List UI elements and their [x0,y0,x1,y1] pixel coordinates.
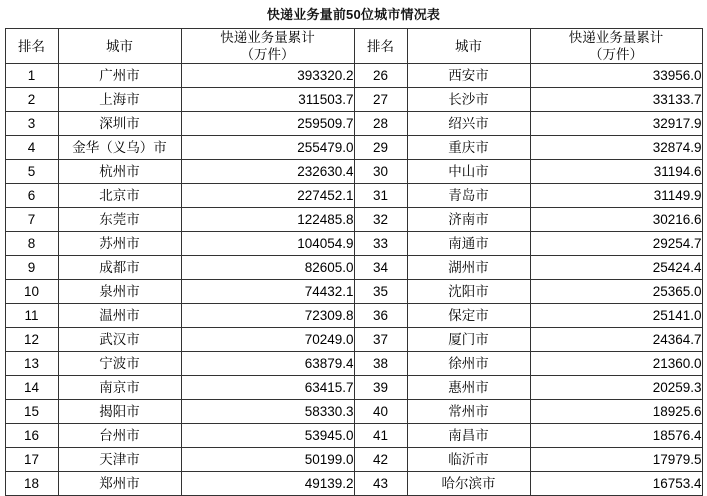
cell-rank-right: 43 [354,472,407,496]
cell-city-left: 南京市 [58,376,181,400]
cell-city-left: 温州市 [58,304,181,328]
cell-city-left: 深圳市 [58,112,181,136]
cell-value-right: 25365.0 [530,280,702,304]
table-row [5,160,702,184]
cell-rank-left: 17 [5,448,58,472]
cell-rank-right: 26 [354,64,407,88]
cell-rank-left: 14 [5,376,58,400]
cell-value-right: 25424.4 [530,256,702,280]
cell-city-right: 徐州市 [407,352,530,376]
cell-city-right: 长沙市 [407,88,530,112]
cell-city-right: 重庆市 [407,136,530,160]
cell-value-right: 32874.9 [530,136,702,160]
column-header-city-left: 城市 [58,29,181,64]
table-row [5,88,702,112]
cell-city-right: 青岛市 [407,184,530,208]
cell-rank-right: 33 [354,232,407,256]
table-row [5,328,702,352]
cell-rank-right: 40 [354,400,407,424]
cell-value-right: 24364.7 [530,328,702,352]
cell-value-right: 17979.5 [530,448,702,472]
cell-rank-left: 6 [5,184,58,208]
table-row [5,304,702,328]
cell-rank-right: 30 [354,160,407,184]
cell-city-left: 武汉市 [58,328,181,352]
cell-city-right: 沈阳市 [407,280,530,304]
cell-city-left: 台州市 [58,424,181,448]
cell-value-left: 72309.8 [181,304,354,328]
cell-value-right: 32917.9 [530,112,702,136]
table-row [5,352,702,376]
cell-value-right: 31194.6 [530,160,702,184]
cell-value-right: 33956.0 [530,64,702,88]
table-row [5,280,702,304]
column-header-value-right [530,29,702,64]
table-row [5,472,702,496]
column-header-value-left-line2: （万件） [240,47,295,62]
cell-rank-left: 16 [5,424,58,448]
table-row [5,400,702,424]
cell-value-left: 104054.9 [181,232,354,256]
cell-value-left: 311503.7 [181,88,354,112]
cell-city-right: 厦门市 [407,328,530,352]
table-row [5,256,702,280]
cell-value-left: 227452.1 [181,184,354,208]
cell-rank-left: 7 [5,208,58,232]
cell-value-left: 53945.0 [181,424,354,448]
page-title: 快递业务量前50位城市情况表 [266,7,441,22]
cell-city-left: 杭州市 [58,160,181,184]
cell-rank-left: 4 [5,136,58,160]
cell-rank-left: 2 [5,88,58,112]
cell-city-right: 常州市 [407,400,530,424]
cell-rank-left: 12 [5,328,58,352]
cell-city-left: 揭阳市 [58,400,181,424]
cell-city-left: 宁波市 [58,352,181,376]
cell-city-right: 惠州市 [407,376,530,400]
table-row [5,232,702,256]
cell-city-left: 苏州市 [58,232,181,256]
cell-value-left: 70249.0 [181,328,354,352]
cell-rank-right: 28 [354,112,407,136]
cell-value-right: 31149.9 [530,184,702,208]
table-row [5,112,702,136]
cell-rank-right: 31 [354,184,407,208]
cell-rank-right: 38 [354,352,407,376]
cell-rank-left: 8 [5,232,58,256]
cell-value-right: 20259.3 [530,376,702,400]
column-header-rank-left: 排名 [5,29,58,64]
column-header-value-right-line2: （万件） [589,47,643,62]
table-header [5,29,702,64]
column-header-city-right: 城市 [407,29,530,64]
cell-rank-left: 10 [5,280,58,304]
cell-rank-left: 13 [5,352,58,376]
cell-city-right: 济南市 [407,208,530,232]
cell-value-left: 63879.4 [181,352,354,376]
cell-rank-right: 39 [354,376,407,400]
column-header-value-right-line1: 快递业务量累计 [568,30,664,45]
cell-value-left: 74432.1 [181,280,354,304]
column-header-value-left-line1: 快递业务量累计 [220,30,315,45]
cell-city-left: 北京市 [58,184,181,208]
cell-value-left: 50199.0 [181,448,354,472]
cell-rank-right: 27 [354,88,407,112]
cell-value-right: 18925.6 [530,400,702,424]
table-row [5,136,702,160]
cell-rank-right: 36 [354,304,407,328]
cell-rank-right: 34 [354,256,407,280]
cell-city-left: 金华（义乌）市 [58,136,181,160]
cell-city-right: 绍兴市 [407,112,530,136]
cell-city-left: 郑州市 [58,472,181,496]
cell-city-right: 西安市 [407,64,530,88]
cell-rank-left: 5 [5,160,58,184]
cell-value-left: 259509.7 [181,112,354,136]
cell-value-right: 16753.4 [530,472,702,496]
cell-rank-left: 3 [5,112,58,136]
cell-value-right: 29254.7 [530,232,702,256]
cell-city-left: 上海市 [58,88,181,112]
table-row [5,448,702,472]
cell-rank-right: 32 [354,208,407,232]
cell-rank-right: 41 [354,424,407,448]
cell-city-right: 南昌市 [407,424,530,448]
table-row [5,376,702,400]
cell-city-right: 湖州市 [407,256,530,280]
table-row [5,64,702,88]
cell-value-left: 122485.8 [181,208,354,232]
cell-rank-right: 35 [354,280,407,304]
table-row [5,208,702,232]
cell-value-left: 255479.0 [181,136,354,160]
table-header-row [5,29,702,64]
cell-rank-right: 29 [354,136,407,160]
cell-rank-right: 37 [354,328,407,352]
cell-city-left: 广州市 [58,64,181,88]
cell-value-right: 25141.0 [530,304,702,328]
cell-value-right: 30216.6 [530,208,702,232]
cell-rank-right: 42 [354,448,407,472]
cell-value-right: 18576.4 [530,424,702,448]
cell-value-left: 63415.7 [181,376,354,400]
cell-rank-left: 1 [5,64,58,88]
cell-value-left: 58330.3 [181,400,354,424]
table-row [5,424,702,448]
cell-value-left: 49139.2 [181,472,354,496]
cell-city-right: 中山市 [407,160,530,184]
cell-value-left: 232630.4 [181,160,354,184]
cell-rank-left: 11 [5,304,58,328]
table-body [5,64,702,496]
column-header-rank-right: 排名 [354,29,407,64]
cell-value-right: 33133.7 [530,88,702,112]
cell-city-right: 南通市 [407,232,530,256]
cell-rank-left: 9 [5,256,58,280]
cell-city-right: 哈尔滨市 [407,472,530,496]
cell-city-right: 保定市 [407,304,530,328]
cell-city-right: 临沂市 [407,448,530,472]
table-row [5,184,702,208]
cell-value-left: 393320.2 [181,64,354,88]
cell-rank-left: 15 [5,400,58,424]
cell-city-left: 成都市 [58,256,181,280]
cell-city-left: 天津市 [58,448,181,472]
cell-value-left: 82605.0 [181,256,354,280]
express-volume-table [5,28,703,496]
column-header-value-left [181,29,354,64]
cell-rank-left: 18 [5,472,58,496]
cell-city-left: 泉州市 [58,280,181,304]
cell-value-right: 21360.0 [530,352,702,376]
cell-city-left: 东莞市 [58,208,181,232]
